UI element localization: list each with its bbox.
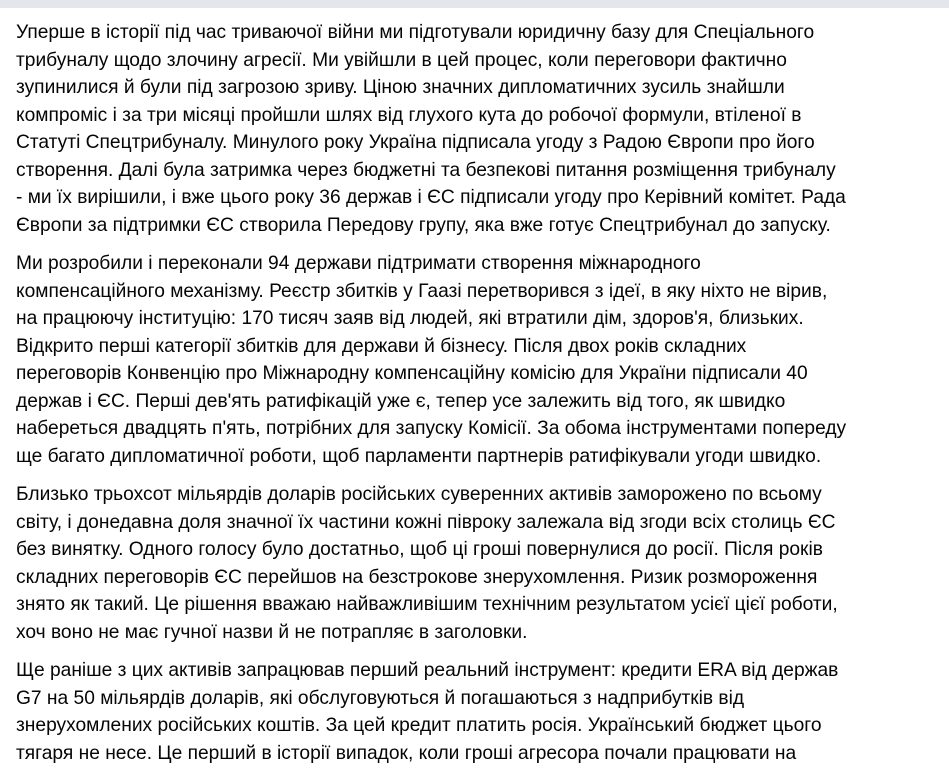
text-line: набереться двадцять п'ять, потрібних для запуску Комісії. За обома інструментами попереду [16,418,847,439]
text-line: без винятку. Одного голосу було достатньо, щоб ці гроші повернулися до росії. Після років [16,539,823,560]
text-line: Ще раніше з цих активів запрацював перший реальний інструмент: кредити ERA від держав [16,660,839,681]
text-line: Статуті Спецтрибуналу. Минулого року Україна підписала угоду з Радою Європи про його [16,132,815,153]
paragraph-2 [16,250,941,470]
top-divider [0,0,949,8]
text-line: держав і ЄС. Перші дев'ять ратифікацій уже є, тепер усе залежить від того, як швидко [16,390,786,412]
text-line: Близько трьохсот мільярдів доларів російських суверенних активів заморожено по всьому [16,484,822,505]
post-text [16,19,941,778]
text-line: компроміс і за три місяці пройшли шлях від глухого кута до робочої формули, втіленої в [16,104,802,126]
text-line: - ми їх вирішили, і вже цього року 36 держав і ЄС підписали угоду про Керівний комітет. Рада [16,187,846,208]
text-line: Ми розробили і переконали 94 держави підтримати створення міжнародного [16,253,701,274]
text-line: Європи за підтримки ЄС створила Передову групу, яка вже готує Спецтрибунал до запуску. [16,214,831,236]
text-line: Відкрито перші категорії збитків для держави й бізнесу. Після двох років складних [16,335,747,357]
text-line: знято як такий. Це рішення вважаю найважливішим технічним результатом усієї цієї роботи, [16,594,838,615]
text-line: трибуналу щодо злочину агресії. Ми увійшли в цей процес, коли переговори фактично [16,49,787,71]
text-line: зупинилися й були під загрозою зриву. Ціною значних дипломатичних зусиль знайшли [16,77,785,98]
paragraph-4 [16,657,941,767]
text-line: Уперше в історії під час триваючої війни ми підготували юридичну базу для Спеціального [16,22,815,43]
text-line: знерухомлених російських коштів. За цей кредит платить росія. Український бюджет цього [16,715,822,736]
text-line: ще багато дипломатичної роботи, щоб парламенти партнерів ратифікували угоди швидко. [16,445,822,467]
text-line: компенсаційного механізму. Реєстр збитків у Гаазі перетворився з ідеї, в яку ніхто не вірив, [16,280,828,302]
text-line: хоч воно не має гучної назви й не потрапляє в заголовки. [16,621,528,643]
text-line: світу, і донедавна доля значної їх частини кожні півроку залежала від згоди всіх столиць ЄС [16,511,836,533]
text-line: G7 на 50 мільярдів доларів, які обслуговуються й погашаються з надприбутків від [16,687,745,709]
text-line: на працюючу інституцію: 170 тисяч заяв від людей, які втратили дім, здоров'я, близьких. [16,308,804,329]
text-line: тягаря не несе. Це перший в історії випадок, коли гроші агресора почали працювати на [16,742,797,764]
text-line: переговорів Конвенцію про Міжнародну компенсаційну комісію для України підписали 40 [16,363,808,384]
paragraph-3 [16,481,941,646]
paragraph-1 [16,19,941,239]
text-line: створення. Далі була затримка через бюджетні та безпекові питання розміщення трибуналу [16,159,836,181]
text-line: складних переговорів ЄС перейшов на безстрокове знерухомлення. Ризик розмороження [16,566,818,588]
